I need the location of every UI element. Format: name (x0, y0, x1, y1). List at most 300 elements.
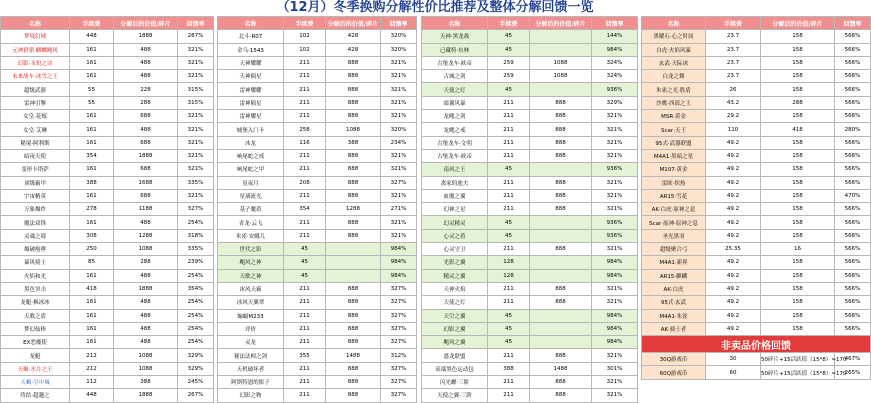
table-row (422, 176, 638, 189)
table-cell: 211 (284, 70, 326, 83)
table-row (422, 70, 638, 83)
table-cell: 566% (835, 322, 871, 335)
table-cell: 254% (178, 322, 214, 335)
table-row (422, 296, 638, 309)
table-cell: 基子魔盾 (218, 203, 284, 216)
table-row (422, 43, 638, 56)
table-row (1, 176, 214, 189)
table-row (1, 243, 214, 256)
table-cell: 211 (488, 296, 530, 309)
column-header: 手续费 (284, 17, 326, 30)
table-cell: 45 (488, 163, 530, 176)
table-cell: 688 (114, 189, 178, 202)
table-cell: 158 (761, 30, 835, 43)
table-cell: 1488 (530, 362, 592, 375)
table-cell: 321% (381, 216, 417, 229)
table-row (218, 349, 417, 362)
table-cell: 23.7 (706, 56, 761, 69)
table-cell: 488 (114, 336, 178, 349)
column-header: 手续费 (706, 17, 761, 30)
table-cell: 冰龙 (218, 136, 284, 149)
table-cell: 幻影·永恒之诗 (1, 56, 70, 69)
table-cell: 566% (835, 282, 871, 295)
table-cell: 327% (381, 336, 417, 349)
table-row (218, 70, 417, 83)
table-cell: 158 (761, 176, 835, 189)
table-cell: 984% (592, 256, 638, 269)
table-cell: 211 (488, 176, 530, 189)
table-cell: 宇宙精英 (1, 189, 70, 202)
table-cell: 327% (381, 362, 417, 375)
table-row (642, 56, 871, 69)
table-cell: 321% (381, 163, 417, 176)
table-cell: 211 (488, 243, 530, 256)
table-cell: 354% (178, 282, 214, 295)
table-cell: 321% (381, 229, 417, 242)
table-cell: 278 (70, 203, 114, 216)
table-cell: 321% (381, 70, 417, 83)
table-cell: 128 (488, 269, 530, 282)
table-cell: 888 (530, 243, 592, 256)
table-cell: 234% (381, 136, 417, 149)
table-cell: 161 (70, 43, 114, 56)
table-cell: 离家的迪夫 (422, 176, 488, 189)
table-cell: 428 (326, 30, 381, 43)
table-cell: 488 (114, 56, 178, 69)
table-cell: 超级武器 (1, 83, 70, 96)
table-cell: 211 (284, 96, 326, 109)
table-cell: 魔法双锋 (1, 216, 70, 229)
table-cell: 888 (530, 110, 592, 123)
table-cell: 43.2 (706, 96, 761, 109)
table-cell: 金乌·1543 (218, 43, 284, 56)
table-cell: 55 (70, 96, 114, 109)
table-cell: 1688 (114, 176, 178, 189)
table-cell: 158 (761, 269, 835, 282)
table-cell: 211 (284, 56, 326, 69)
table-cell: 888 (326, 322, 381, 335)
table-cell: 566% (835, 43, 871, 56)
table-cell: AK·白虎 (642, 282, 706, 295)
table-cell: 327% (381, 389, 417, 402)
table-cell: 315% (178, 96, 214, 109)
table-cell: 龙艇·枫冰冰 (1, 296, 70, 309)
table-row (218, 216, 417, 229)
table-cell: 高端黑色运动包 (422, 362, 488, 375)
table-cell: 428 (326, 43, 381, 56)
table-cell: 488 (114, 296, 178, 309)
table-cell: 龙飓之戒 (422, 123, 488, 136)
table-cell: 288 (114, 256, 178, 269)
table-row (642, 366, 871, 379)
table-cell: 心灵之盾 (422, 229, 488, 242)
table-cell: 265% (835, 366, 871, 379)
table-row (422, 149, 638, 162)
table-cell: 888 (530, 123, 592, 136)
table-cell: 321% (381, 56, 417, 69)
table-cell: 288 (761, 96, 835, 109)
table-cell: 天蝎·水月之王 (1, 362, 70, 375)
table-cell: 45 (488, 83, 530, 96)
table-cell: 287% (178, 30, 214, 43)
table-row (422, 123, 638, 136)
table-cell: 321% (592, 376, 638, 389)
table-cell: 23.7 (706, 30, 761, 43)
table-row (642, 110, 871, 123)
table-cell: 蝙蝠M233 (218, 309, 284, 322)
table-cell: 258 (284, 123, 326, 136)
table-row (422, 136, 638, 149)
table-cell: 天歌之盾 (1, 309, 70, 322)
table-cell: 万象爆炸 (1, 203, 70, 216)
table-cell: 566% (835, 136, 871, 149)
column-header: 回馈率 (178, 17, 214, 30)
table-cell: 388 (488, 362, 530, 375)
page-title: （12月）冬季换购分解性价比推荐及整体分解回馈一览 (276, 0, 594, 15)
table-row (422, 243, 638, 256)
table-cell: 102 (284, 30, 326, 43)
table-cell: 888 (326, 70, 381, 83)
table-cell: 488 (114, 43, 178, 56)
table-row (422, 163, 638, 176)
table-cell: 星夜月 (218, 176, 284, 189)
table-cell: 271% (381, 203, 417, 216)
table-row (642, 163, 871, 176)
table-cell: 888 (326, 362, 381, 375)
table-cell: 光影之翼 (422, 256, 488, 269)
table-cell: 精灵之翼 (422, 269, 488, 282)
table-cell: 327% (381, 309, 417, 322)
table-cell: 盛龙联盟 (422, 349, 488, 362)
table-cell: 984% (592, 309, 638, 322)
table-cell: 211 (284, 83, 326, 96)
table-row (1, 229, 214, 242)
table-cell: 青龙·云飞 (218, 216, 284, 229)
table-cell: 女皇·艾琳 (1, 123, 70, 136)
table-row (642, 216, 871, 229)
table-row (422, 282, 638, 295)
table-row (642, 269, 871, 282)
table-cell: 45 (488, 229, 530, 242)
table-cell: 161 (70, 269, 114, 282)
table-cell: 327% (381, 322, 417, 335)
table-cell: 488 (114, 70, 178, 83)
table-cell: 211 (488, 282, 530, 295)
table-cell: 95式·玄武 (642, 296, 706, 309)
table-cell: 161 (70, 296, 114, 309)
table-cell: 321% (178, 43, 214, 56)
column-header: 分解后的价值/碎片 (761, 17, 835, 30)
table-cell: 254% (178, 216, 214, 229)
table-cell: 49.2 (706, 269, 761, 282)
table-cell: 55 (70, 83, 114, 96)
table-cell: 49.2 (706, 136, 761, 149)
table-row (1, 189, 214, 202)
table-cell: 天神火焰 (422, 282, 488, 295)
table-cell (530, 83, 592, 96)
table-cell (326, 269, 381, 282)
column-header: 分解后的价值/碎片 (326, 17, 381, 30)
table-cell: 龙飓之剑 (422, 110, 488, 123)
table-cell: 飓风之翼 (422, 336, 488, 349)
table-cell: 49.2 (706, 189, 761, 202)
table-cell: 世代之影 (218, 243, 284, 256)
table-row (1, 96, 214, 109)
table-cell: 211 (284, 189, 326, 202)
table-cell: 暗夜天使 (1, 149, 70, 162)
table-cell: 688 (114, 163, 178, 176)
table-row (642, 123, 871, 136)
table-cell: 211 (284, 309, 326, 322)
table-row (218, 309, 417, 322)
table-cell: 566% (835, 296, 871, 309)
table-cell: 321% (592, 243, 638, 256)
table-cell: 335% (178, 176, 214, 189)
table-cell: 1088 (114, 362, 178, 375)
table-cell: 329% (592, 96, 638, 109)
table-cell: 321% (178, 149, 214, 162)
table-cell: 888 (530, 282, 592, 295)
table-cell: 321% (381, 83, 417, 96)
table-cell: 龙艇 (1, 349, 70, 362)
table-row (218, 149, 417, 162)
table-cell: 888 (530, 96, 592, 109)
table-cell: 208 (284, 176, 326, 189)
table-cell: 566% (835, 83, 871, 96)
table-cell: 321% (592, 349, 638, 362)
table-cell: 888 (530, 203, 592, 216)
table-1 (0, 16, 214, 403)
table-row (642, 243, 871, 256)
table-cell: MSR·黄金 (642, 110, 706, 123)
table-cell: 254% (178, 309, 214, 322)
table-row (218, 176, 417, 189)
table-cell: 259 (488, 56, 530, 69)
table-cell: 936% (592, 83, 638, 96)
table-cell: 566% (835, 96, 871, 109)
table-cell: 161 (70, 136, 114, 149)
table-cell: 天使之灯 (422, 83, 488, 96)
table-cell: 888 (326, 176, 381, 189)
table-cell: 幻神之星 (422, 203, 488, 216)
table-row (422, 376, 638, 389)
table-cell: 888 (530, 349, 592, 362)
table-cell: 变形卡塔萨 (1, 163, 70, 176)
table-row (642, 83, 871, 96)
table-cell: 25.35 (706, 243, 761, 256)
table-cell: 315% (178, 83, 214, 96)
table-row (422, 96, 638, 109)
table-cell: 冰风天霸 (218, 282, 284, 295)
table-cell: 321% (178, 56, 214, 69)
table-cell: 211 (284, 336, 326, 349)
table-cell: 888 (326, 309, 381, 322)
table-cell: 566% (835, 243, 871, 256)
table-cell: 圣光黑羽 (642, 229, 706, 242)
table-4 (641, 16, 871, 380)
table-cell: 49.2 (706, 163, 761, 176)
table-row (642, 43, 871, 56)
table-cell: 天神耀耀 (218, 56, 284, 69)
table-cell: 211 (284, 216, 326, 229)
table-cell: 320% (381, 43, 417, 56)
table-cell: 城堡入门卡 (218, 123, 284, 136)
table-cell: 南风之王 (422, 163, 488, 176)
table-cell: 161 (70, 309, 114, 322)
table-row (218, 189, 417, 202)
table-cell: 1188 (114, 203, 178, 216)
table-cell: 321% (381, 149, 417, 162)
table-cell: 566% (835, 149, 871, 162)
table-cell: 158 (761, 110, 835, 123)
table-cell: 984% (381, 256, 417, 269)
table-cell: 响尾蛇之戒 (218, 149, 284, 162)
table-cell: 329% (178, 349, 214, 362)
table-cell: 幻影之翼 (422, 322, 488, 335)
table-cell: AR15·麒麟 (642, 269, 706, 282)
table-cell: 北斗·R07 (218, 30, 284, 43)
table-cell: 158 (761, 282, 835, 295)
table-cell: 60Q游戏币 (642, 366, 706, 379)
table-row (218, 243, 417, 256)
table-row (422, 389, 638, 402)
table-row (642, 229, 871, 242)
table-cell: 467% (835, 353, 871, 366)
table-cell: 45 (488, 216, 530, 229)
table-cell: 50碎片+15活跃值（15*8）≈170 (761, 353, 835, 366)
header-row (422, 17, 638, 30)
table-cell: 29.2 (706, 110, 761, 123)
table-row (642, 309, 871, 322)
table-cell: 321% (592, 123, 638, 136)
column-header: 手续费 (488, 17, 530, 30)
table-cell: 321% (592, 296, 638, 309)
table-cell (530, 43, 592, 56)
table-cell: 古城之剑 (422, 70, 488, 83)
table-row (422, 83, 638, 96)
table-cell: 梦幻仙棒 (1, 322, 70, 335)
table-cell: 211 (284, 229, 326, 242)
table-cell: 566% (835, 30, 871, 43)
column-header: 名称 (218, 17, 284, 30)
table-cell: 161 (70, 123, 114, 136)
table-cell: 211 (284, 389, 326, 402)
table-row (642, 70, 871, 83)
table-row (1, 322, 214, 335)
column-header: 名称 (1, 17, 70, 30)
table-cell: 488 (114, 322, 178, 335)
table-cell: 秘境·阿利斯 (1, 136, 70, 149)
table-cell: 梦境幻域 (1, 30, 70, 43)
table-row (422, 189, 638, 202)
table-cell: 321% (178, 123, 214, 136)
table-row (1, 43, 214, 56)
table-row (422, 216, 638, 229)
table-row (218, 229, 417, 242)
table-cell: 888 (326, 229, 381, 242)
column-header: 名称 (642, 17, 706, 30)
table-cell: 448 (70, 30, 114, 43)
header-row (218, 17, 417, 30)
table-cell: 211 (488, 349, 530, 362)
table-cell: 327% (178, 203, 214, 216)
table-row (218, 203, 417, 216)
table-cell: 327% (381, 176, 417, 189)
table-cell: 天神·黑龙战 (422, 30, 488, 43)
table-cell (530, 336, 592, 349)
table-row (422, 256, 638, 269)
table-cell: 566% (835, 163, 871, 176)
table-cell: 45 (284, 269, 326, 282)
table-row (218, 136, 417, 149)
table-cell: 30 (706, 353, 761, 366)
table-cell: 古堡龙车·文明 (422, 136, 488, 149)
table-cell (326, 243, 381, 256)
table-cell: 朱雀·安娜儿 (218, 229, 284, 242)
table-row (218, 376, 417, 389)
table-cell: 211 (488, 376, 530, 389)
table-cell: 888 (530, 136, 592, 149)
table-row (642, 256, 871, 269)
table-cell (530, 163, 592, 176)
table-cell: 211 (488, 110, 530, 123)
table-cell: 未来战车·冰雪之王 (1, 70, 70, 83)
table-row (642, 322, 871, 335)
table-cell: 984% (592, 43, 638, 56)
table-cell: 45 (488, 322, 530, 335)
table-row (422, 56, 638, 69)
table-cell: 355 (284, 349, 326, 362)
table-cell: 211 (488, 189, 530, 202)
table-cell: AK·骑士者 (642, 322, 706, 335)
table-cell: 158 (761, 136, 835, 149)
table-row (422, 110, 638, 123)
table-cell: 158 (761, 43, 835, 56)
table-cell: 102 (284, 43, 326, 56)
table-cell: 天神陨星 (218, 70, 284, 83)
table-row (1, 362, 214, 375)
table-cell: M4A1·黑暗之星 (642, 149, 706, 162)
table-row (642, 30, 871, 43)
table-cell: 335% (178, 243, 214, 256)
table-cell: 158 (761, 83, 835, 96)
table-cell: 327% (381, 376, 417, 389)
table-cell: 228 (114, 83, 178, 96)
table-cell: 321% (178, 189, 214, 202)
table-cell: 45 (488, 30, 530, 43)
table-cell: 天歌之神 (218, 269, 284, 282)
table-row (1, 56, 214, 69)
table-cell: 888 (530, 176, 592, 189)
column-header: 手续费 (70, 17, 114, 30)
table-cell: 顶级霸甲 (1, 176, 70, 189)
table-row (218, 389, 417, 402)
table-cell (530, 216, 592, 229)
table-cell: 418 (70, 282, 114, 295)
table-row (218, 163, 417, 176)
table-cell: 888 (326, 336, 381, 349)
table-row (1, 149, 214, 162)
table-cell: M4A1·新界 (642, 256, 706, 269)
table-cell: 318% (178, 229, 214, 242)
table-cell: 158 (761, 296, 835, 309)
table-cell: 211 (284, 322, 326, 335)
column-header: 回馈率 (592, 17, 638, 30)
table-cell: 白龙之舞 (642, 70, 706, 83)
table-cell: 254% (178, 296, 214, 309)
table-cell: 488 (114, 269, 178, 282)
table-cell: 幻灵精灵 (422, 216, 488, 229)
